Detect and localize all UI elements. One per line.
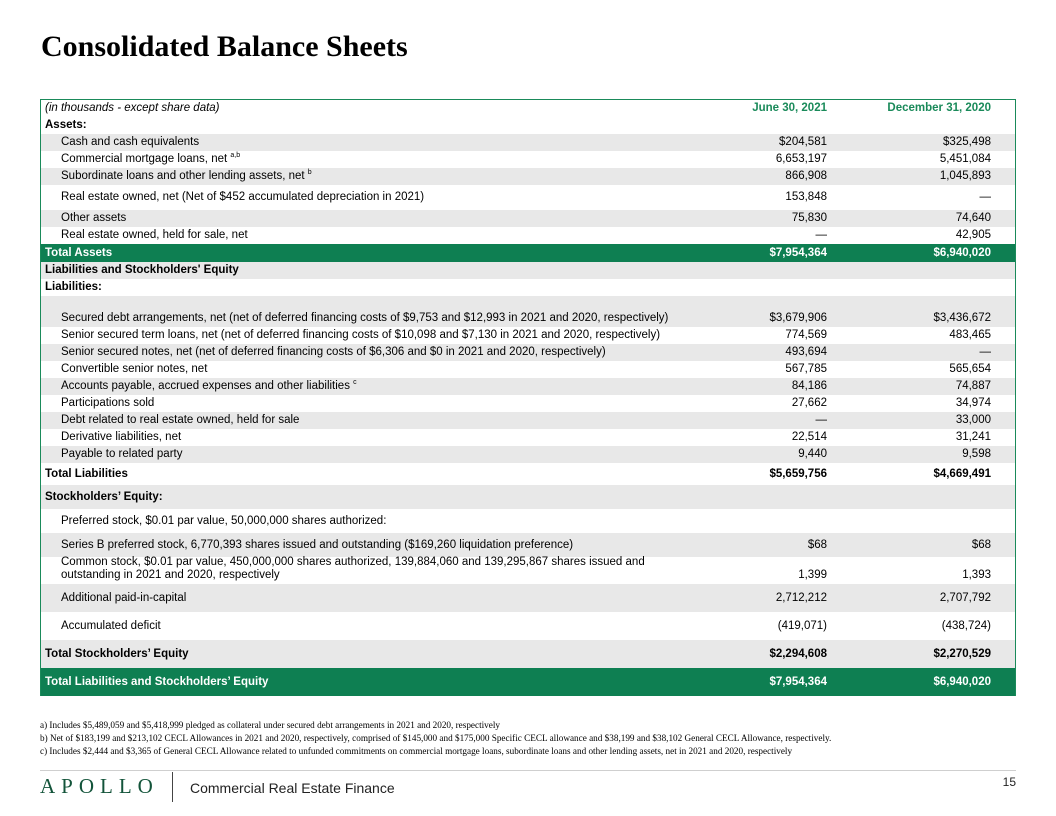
row-label-text: Stockholders’ Equity: [45,490,163,503]
table-row-senior-notes [41,344,1015,361]
table-row-series-b [41,533,1015,557]
division-name: Commercial Real Estate Finance [190,780,395,796]
table-row-total-equity [41,640,1015,668]
row-label-text: Cash and cash equivalents [61,136,200,148]
table-row-accounts-payable [41,378,1015,395]
table-row-total-liabilities [41,463,1015,485]
units-label: (in thousands - except share data) [45,102,220,114]
value-june-2021: 9,440 [798,448,827,460]
row-label-text: Participations sold [61,397,155,409]
value-june-2021: 774,569 [785,329,827,341]
table-row-other-assets [41,210,1015,227]
value-june-2021: $2,294,608 [769,647,827,660]
footer-divider [40,770,1016,771]
logo-divider [172,772,173,802]
row-label-text: Common stock, $0.01 par value, 450,000,000 shares authorized, 139,884,060 and 139,295,867 shares issued and outstanding in 2021 and 2020, respectively [61,556,645,581]
page-number: 15 [1002,775,1016,789]
value-dec-2020: 42,905 [955,229,991,241]
table-row-derivatives [41,429,1015,446]
footnote-ref: a,b [230,152,241,160]
row-label [61,539,721,552]
footnotes [40,719,831,758]
value-june-2021: $7,954,364 [769,246,827,259]
value-june-2021: 153,848 [785,191,827,203]
table-row-convertible [41,361,1015,378]
footnote-ref: b [307,169,312,177]
balance-sheet-table [40,99,1016,696]
apollo-logo: APOLLO [40,774,159,798]
row-label-text: Senior secured term loans, net (net of deferred financing costs of $10,098 and $7,130 in 2021 and 2020, respectively) [61,329,661,341]
row-label-text: Commercial mortgage loans, net [61,153,228,165]
value-june-2021: 1,399 [798,569,827,581]
value-june-2021: — [815,414,827,426]
table-row-assets [41,117,1015,134]
value-dec-2020: 1,045,893 [939,170,991,182]
row-label-text: Subordinate loans and other lending assets, net [61,170,305,182]
table-row-term-loans [41,327,1015,344]
table-row-secured-debt [41,296,1015,327]
row-label [61,229,721,242]
table-row-common-stock [41,557,1015,584]
value-dec-2020: 5,451,084 [939,153,991,165]
header-dec-2020: December 31, 2020 [887,102,991,114]
value-june-2021: 22,514 [791,431,827,443]
row-label [45,491,705,504]
table-row-deficit [41,612,1015,640]
value-june-2021: $68 [807,538,827,551]
page-title: Consolidated Balance Sheets [41,30,408,63]
row-label [61,312,701,325]
value-june-2021: 84,186 [791,380,827,392]
value-dec-2020: 2,707,792 [939,591,991,604]
value-june-2021: — [815,229,827,241]
row-label-text: Total Liabilities [45,467,128,480]
row-label [45,648,705,661]
row-label [61,329,721,342]
value-dec-2020: $2,270,529 [933,647,991,660]
row-label-text: Preferred stock, $0.01 par value, 50,000,000 shares authorized: [61,514,387,527]
value-dec-2020: 483,465 [949,329,991,341]
row-label [61,448,721,461]
row-label [61,363,721,376]
table-row-total-liab-equity [41,668,1015,696]
value-june-2021: 866,908 [785,170,827,182]
footnote-ref: c [353,379,357,387]
value-dec-2020: 33,000 [955,414,991,426]
row-label [45,281,705,294]
row-label-text: Real estate owned, held for sale, net [61,229,248,241]
value-dec-2020: 31,241 [955,431,991,443]
row-label [61,346,721,359]
value-june-2021: 567,785 [785,363,827,375]
row-label [61,170,721,183]
value-dec-2020: $68 [971,538,991,551]
table-row-debt-reo [41,412,1015,429]
footnote-b: b) Net of $183,199 and $213,102 CECL Allowances in 2021 and 2020, respectively, comprised of $145,000 and $175,000 Specific CECL allowance and $38,199 and $38,102 General CECL Allowance, respectively. [40,733,832,743]
value-dec-2020: 1,393 [962,569,991,581]
value-june-2021: 6,653,197 [775,153,827,165]
table-row-subordinate [41,168,1015,185]
value-dec-2020: 34,974 [955,397,991,409]
row-label [61,191,721,204]
value-dec-2020: 74,887 [955,380,991,392]
row-label-text: Liabilities: [45,281,102,293]
row-label-text: Accumulated deficit [61,619,161,632]
row-label [61,397,721,410]
row-label [61,515,721,528]
value-june-2021: 75,830 [791,212,827,224]
row-label-text: Convertible senior notes, net [61,363,208,375]
row-label [61,620,721,633]
table-row-equity [41,485,1015,509]
row-label [61,592,721,605]
footnote-c: c) Includes $2,444 and $3,365 of General CECL Allowance related to unfunded commitments on commercial mortgage loans, subordinate loans and other lending assets, net in 2021 and 2020, respectively [40,746,793,756]
table-header-row [41,100,1015,117]
value-dec-2020: $6,940,020 [933,246,991,259]
value-june-2021: $7,954,364 [769,675,827,688]
value-dec-2020: 9,598 [962,448,991,460]
table-row-total-assets [41,244,1015,262]
value-dec-2020: $6,940,020 [933,675,991,688]
value-dec-2020: $3,436,672 [933,312,991,324]
table-row-cml [41,151,1015,168]
table-row-reo [41,185,1015,210]
row-label-text: Secured debt arrangements, net (net of deferred financing costs of $9,753 and $12,993 in 2021 and 2020, respectively) [61,312,669,324]
row-label-text: Payable to related party [61,448,183,460]
value-june-2021: $5,659,756 [769,467,827,480]
value-june-2021: (419,071) [777,619,827,632]
value-june-2021: 2,712,212 [775,591,827,604]
table-row-reo-hfs [41,227,1015,244]
row-label [61,153,721,166]
row-label [45,119,705,132]
value-june-2021: 493,694 [785,346,827,358]
row-label-text: Series B preferred stock, 6,770,393 shares issued and outstanding ($169,260 liquidation preference) [61,538,574,551]
row-label-text: Total Stockholders’ Equity [45,647,189,660]
row-label-text: Accounts payable, accrued expenses and other liabilities [61,380,350,392]
table-row-liabilities [41,279,1015,296]
row-label-text: Additional paid-in-capital [61,591,187,604]
header-june-2021: June 30, 2021 [752,102,827,114]
value-dec-2020: $4,669,491 [933,467,991,480]
table-row-payable-related [41,446,1015,463]
value-dec-2020: 565,654 [949,363,991,375]
row-label [61,212,721,225]
row-label [61,556,701,582]
row-label-text: Total Liabilities and Stockholders’ Equity [45,675,269,688]
row-label-text: Assets: [45,119,87,131]
row-label-text: Liabilities and Stockholders' Equity [45,264,239,276]
row-label-text: Senior secured notes, net (net of deferred financing costs of $6,306 and $0 in 2021 and 2020, respectively) [61,346,606,358]
row-label [45,676,705,689]
row-label-text: Other assets [61,212,127,224]
row-label-text: Derivative liabilities, net [61,431,182,443]
table-row-cash [41,134,1015,151]
footnote-a: a) Includes $5,489,059 and $5,418,999 pledged as collateral under secured debt arrangements in 2021 and 2020, respectively [40,720,500,730]
row-label-text: Total Assets [45,246,113,259]
value-june-2021: $3,679,906 [769,312,827,324]
table-row-participations [41,395,1015,412]
row-label [61,136,721,149]
table-row-apic [41,584,1015,612]
table-row-preferred [41,509,1015,533]
row-label-text: Real estate owned, net (Net of $452 accumulated depreciation in 2021) [61,191,425,203]
row-label [45,264,705,277]
row-label-text: Debt related to real estate owned, held for sale [61,414,300,426]
table-row-liab-equity [41,262,1015,279]
row-label [45,468,705,481]
value-dec-2020: $325,498 [943,136,991,148]
value-dec-2020: — [979,191,991,203]
row-label [61,380,721,393]
row-label [61,431,721,444]
row-label [61,414,721,427]
value-june-2021: $204,581 [779,136,827,148]
value-dec-2020: — [979,346,991,358]
row-label [45,247,705,260]
value-dec-2020: 74,640 [955,212,991,224]
value-june-2021: 27,662 [791,397,827,409]
value-dec-2020: (438,724) [941,619,991,632]
